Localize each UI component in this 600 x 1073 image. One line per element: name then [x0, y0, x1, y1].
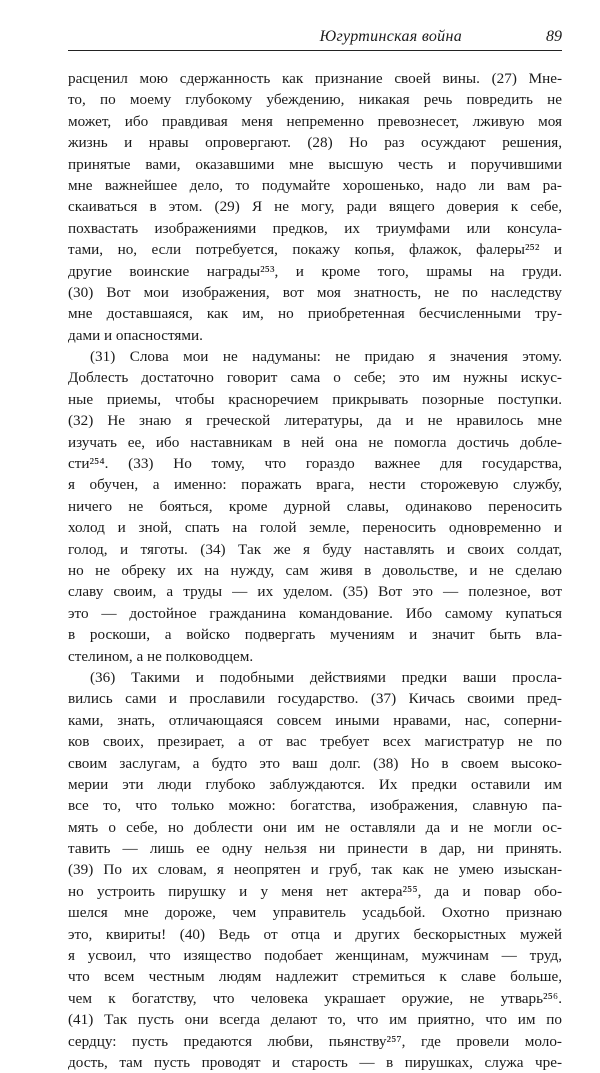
text-line: (31) Слова мои не надуманы: не придаю я значения этому. [90, 348, 562, 366]
page-number: 89 [546, 28, 562, 45]
text-line: ные приемы, чтобы красноречием прикрывать позорные поступки. [68, 390, 562, 408]
text-line: ками, знать, отличающаяся совсем иными нравами, нас, соперни- [68, 711, 562, 729]
header-rule [68, 50, 562, 51]
text-line: мерии эти люди глубоко заблуждаются. Их предки оставили им [68, 775, 562, 793]
text-line: (36) Такими и подобными действиями предки ваши просла- [90, 668, 562, 686]
text-line: (30) Вот мои изображения, вот моя знатность, не по наследству [68, 283, 562, 301]
text-line: изучать ее, ибо наставникам в ней она не помогла достичь добле- [68, 433, 562, 451]
text-line: сти²⁵⁴. (33) Но тому, что гораздо важнее для государства, [68, 455, 562, 473]
text-line: шелся мне дороже, чем управитель усадьбой. Охотно признаю [68, 904, 562, 922]
body-text [68, 68, 562, 1073]
text-line: что всем честным людям надлежит стремиться к славе больше, [68, 968, 562, 986]
text-line: ничего не бояться, кроме дурной славы, одинаково переносить [68, 497, 562, 515]
text-line: я усвоил, что изящество подобает женщинам, мужчинам — труд, [68, 947, 562, 965]
text-line: это, квириты! (40) Ведь от отца и других бескорыстных мужей [68, 925, 562, 943]
text-line: все то, что только можно: богатства, изображения, славную па- [68, 797, 562, 815]
text-line: может, ибо правдивая меня непременно превознесет, лживую моя [68, 112, 562, 130]
text-line: стелином, а не полководцем. [68, 647, 254, 665]
text-line: то, по моему глубокому убеждению, никакая речь повредить не [68, 91, 562, 109]
text-line: (32) Не знаю я греческой литературы, да и не нравилось мне [68, 412, 562, 430]
text-line: (41) Так пусть они всегда делают то, что им приятно, что им по [68, 1011, 562, 1029]
text-line: голод, и тяготы. (34) Так же я буду наставлять и своих солдат, [68, 540, 562, 558]
text-line: другие воинские награды²⁵³, и кроме того, шрамы на груди. [68, 262, 562, 280]
text-line: это — достойное гражданина командование. Ибо самому купаться [68, 604, 562, 622]
text-line: мне важнейшее дело, то подумайте хорошенько, надо ли вам ра- [68, 176, 562, 194]
text-line: тавить — лишь ее одну нельзя ни принести в дар, ни принять. [68, 840, 562, 858]
text-line: чем к богатству, что человека украшает оружие, не утварь²⁵⁶. [68, 989, 562, 1007]
text-line: Доблесть достаточно говорит сама о себе; это им нужны искус- [68, 369, 562, 387]
text-line: вились сами и прославили государство. (37) Кичась своими пред- [68, 690, 562, 708]
text-line: принятые вами, оказавшими мне высшую честь и поручившими [68, 155, 562, 173]
running-title: Югуртинская война [319, 28, 462, 45]
text-line: расценил мою сдержанность как признание своей вины. (27) Мне- [68, 70, 562, 87]
text-line: мять о себе, но доблести они им не оставляли да и не могли ос- [68, 818, 562, 836]
text-line: но устроить пирушку и у меня нет актера²⁵⁵, да и повар обо- [68, 882, 562, 900]
text-line: но не обреку их на нужду, сам живя в довольстве, и не сделаю [68, 561, 562, 579]
text-line: холод и зной, спать на голой земле, переносить одновременно и [68, 519, 562, 537]
text-line: я обучен, а именно: поражать врага, нести сторожевую службу, [68, 476, 562, 494]
text-line: скаиваться в этом. (29) Я не могу, ради вящего доверия к себе, [68, 198, 562, 216]
running-header [68, 26, 562, 50]
text-line: тами, но, если потребуется, покажу копья, флажок, фалеры²⁵² и [68, 241, 562, 259]
text-line: похвастать изображениями предков, их триумфами или консула- [68, 219, 562, 237]
text-line: ков своих, презирает, а от вас требует всех магистратур не по [68, 733, 562, 751]
text-line: славу своим, а труды — их уделом. (35) Вот это — полезное, вот [68, 583, 562, 601]
text-line: мне доставшаяся, как им, но приобретенная бесчисленными тру- [68, 305, 562, 323]
text-line: дость, там пусть проводят и старость — в пирушках, служа чре- [68, 1053, 562, 1071]
text-line: своим заслугам, а будто это ваш долг. (38) Но в своем высоко- [68, 754, 562, 772]
text-line: дами и опасностями. [68, 326, 203, 344]
text-line: (39) По их словам, я неопрятен и груб, так как не умею изыскан- [68, 861, 562, 879]
text-line: в роскоши, а войско подвергать мучениям и значит быть вла- [68, 626, 562, 644]
text-line: сердцу: пусть предаются любви, пьянству²⁵⁷, где провели моло- [68, 1032, 562, 1050]
text-line: жизнь и нравы опровергают. (28) Но раз осуждают решения, [68, 134, 562, 152]
